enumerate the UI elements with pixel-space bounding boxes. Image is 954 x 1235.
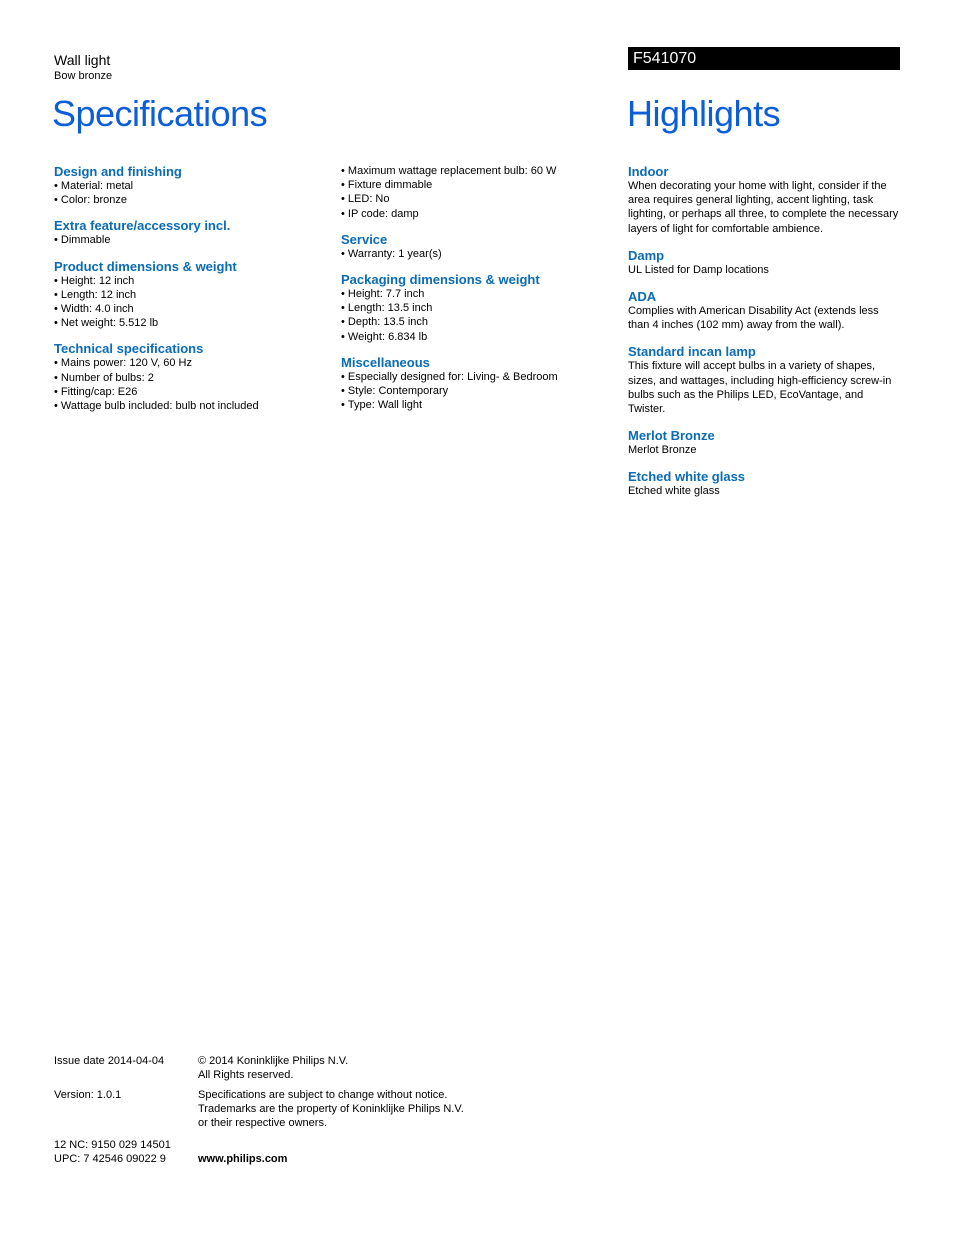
- spec-list: [341, 287, 611, 344]
- highlight-description: When decorating your home with light, consider if the area requires general lighting, accent lighting, task lighting, or perhaps all three, to complete the necessary layers of light for comfortable ambience.: [628, 180, 899, 235]
- section-title: Miscellaneous: [341, 354, 430, 370]
- highlight-description: Complies with American Disability Act (extends less than 4 inches (102 mm) away from the wall).: [628, 305, 879, 332]
- copyright-text: © 2014 Koninklijke Philips N.V.: [198, 1055, 349, 1067]
- highlight-standard-incan-lamp: [628, 344, 903, 416]
- spec-list: [54, 233, 324, 247]
- spec-section-continued: [341, 164, 611, 221]
- section-title: Design and finishing: [54, 164, 182, 179]
- spec-list: [341, 247, 611, 261]
- specifications-heading: Specifications: [52, 93, 268, 134]
- product-code-bar: F541070: [628, 47, 900, 70]
- spec-item: • Depth: 13.5 inch: [341, 315, 611, 329]
- highlight-description: Etched white glass: [628, 485, 720, 498]
- spec-item: • Number of bulbs: 2: [54, 371, 324, 385]
- website-link[interactable]: www.philips.com: [198, 1153, 288, 1165]
- highlight-description: Merlot Bronze: [628, 444, 697, 457]
- spec-list: [341, 164, 611, 221]
- spec-item: • Maximum wattage replacement bulb: 60 W: [341, 164, 611, 178]
- spec-section-product-dimensions-weight: [54, 259, 324, 331]
- spec-item: • Height: 12 inch: [54, 274, 324, 288]
- notice-block: [198, 1088, 498, 1130]
- spec-item: • Wattage bulb included: bulb not included: [54, 399, 324, 413]
- highlight-title: Indoor: [628, 164, 669, 179]
- spec-item: • Style: Contemporary: [341, 384, 611, 398]
- spec-item: • Especially designed for: Living- & Bedroom: [341, 370, 611, 384]
- spec-item: • Weight: 6.834 lb: [341, 330, 611, 344]
- spec-item: • Warranty: 1 year(s): [341, 247, 611, 261]
- spec-section-design-and-finishing: [54, 164, 324, 207]
- spec-list: [54, 274, 324, 331]
- highlight-ada: [628, 289, 903, 332]
- copyright-block: [198, 1054, 498, 1082]
- highlight-title: Etched white glass: [628, 469, 746, 485]
- spec-item: • Width: 4.0 inch: [54, 302, 324, 316]
- spec-item: • Material: metal: [54, 179, 324, 193]
- spec-section-miscellaneous: [341, 355, 611, 413]
- highlight-title: Damp: [628, 247, 665, 263]
- specs-column-1: [54, 164, 324, 424]
- highlight-title: ADA: [628, 289, 657, 305]
- spec-section-service: [341, 232, 611, 261]
- highlight-damp: [628, 248, 903, 277]
- notice-line-3: or their respective owners.: [198, 1117, 327, 1129]
- highlight-etched-white-glass: [628, 469, 903, 498]
- spec-section-technical-specifications: [54, 341, 324, 413]
- issue-date: Issue date 2014-04-04: [54, 1055, 165, 1067]
- spec-item: • Fitting/cap: E26: [54, 385, 324, 399]
- spec-item: • LED: No: [341, 192, 611, 206]
- section-title: Extra feature/accessory incl.: [54, 218, 231, 234]
- product-title: Wall light: [54, 52, 111, 68]
- specs-column-2: [341, 164, 611, 423]
- notice-line-1: Specifications are subject to change without notice.: [198, 1089, 448, 1101]
- spec-section-packaging-dimensions-weight: [341, 272, 611, 344]
- spec-item: • Length: 13.5 inch: [341, 301, 611, 315]
- spec-section-extra-feature-accessory-incl: [54, 218, 324, 247]
- spec-item: • Mains power: 120 V, 60 Hz: [54, 356, 324, 370]
- spec-item: • Color: bronze: [54, 193, 324, 207]
- notice-line-2: Trademarks are the property of Koninklijke Philips N.V.: [198, 1103, 464, 1115]
- highlight-description: UL Listed for Damp locations: [628, 263, 769, 276]
- spec-list: [54, 356, 324, 413]
- highlight-title: Merlot Bronze: [628, 428, 715, 444]
- spec-item: • Type: Wall light: [341, 398, 611, 412]
- section-title: Product dimensions & weight: [54, 258, 237, 274]
- spec-list: [341, 370, 611, 413]
- codes-block: [54, 1138, 184, 1166]
- spec-item: • Length: 12 inch: [54, 288, 324, 302]
- rights-text: All Rights reserved.: [198, 1069, 294, 1081]
- highlights-heading: Highlights: [627, 93, 781, 134]
- upc-code: UPC: 7 42546 09022 9: [54, 1153, 166, 1165]
- highlight-indoor: [628, 164, 903, 236]
- spec-item: • Dimmable: [54, 233, 324, 247]
- product-subtitle: Bow bronze: [54, 70, 113, 82]
- spec-item: • Fixture dimmable: [341, 178, 611, 192]
- spec-list: [54, 179, 324, 207]
- nc-code: 12 NC: 9150 029 14501: [54, 1139, 171, 1151]
- spec-item: • IP code: damp: [341, 207, 611, 221]
- spec-item: • Height: 7.7 inch: [341, 287, 611, 301]
- section-title: Service: [341, 231, 388, 247]
- section-title: Technical specifications: [54, 341, 204, 357]
- version: Version: 1.0.1: [54, 1089, 122, 1101]
- highlight-description: This fixture will accept bulbs in a variety of shapes, sizes, and wattages, including high-efficiency screw-in bulbs such as the Philips LED, EcoVantage, and Twister.: [628, 360, 892, 416]
- highlight-title: Standard incan lamp: [628, 344, 756, 360]
- highlights-column: [628, 164, 903, 511]
- highlight-merlot-bronze: [628, 428, 903, 457]
- spec-item: • Net weight: 5.512 lb: [54, 316, 324, 330]
- section-title: Packaging dimensions & weight: [341, 272, 540, 288]
